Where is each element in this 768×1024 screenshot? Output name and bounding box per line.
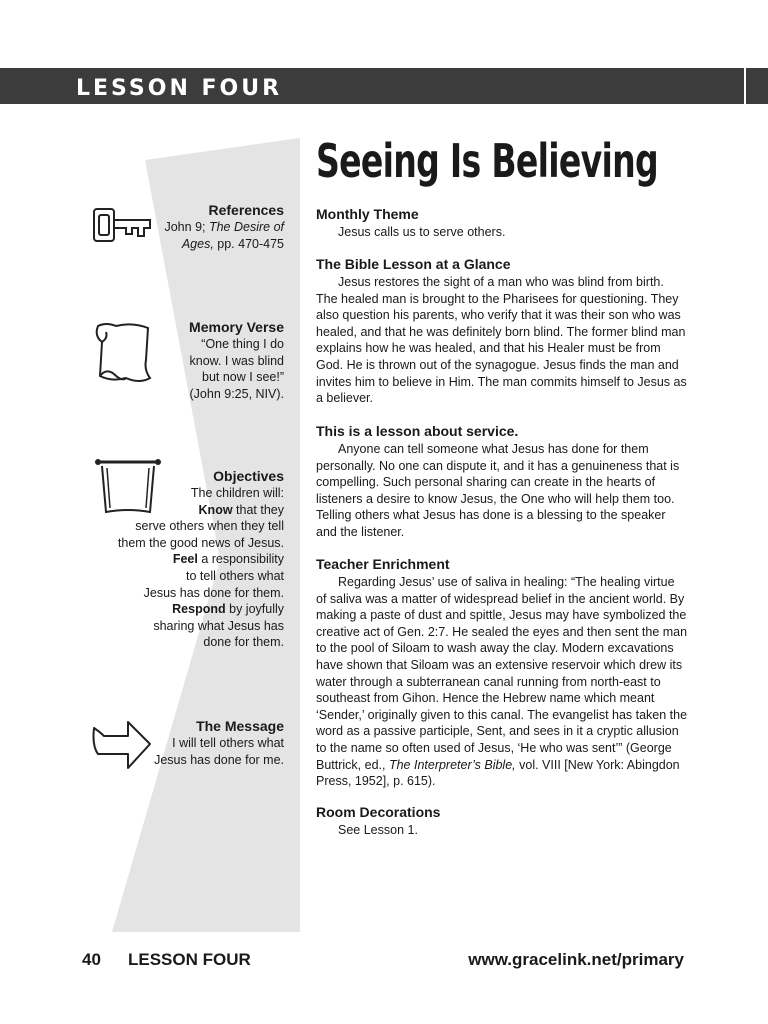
references-block xyxy=(164,201,284,252)
service-body: Anyone can tell someone what Jesus has done for them personally. No one can dispute it, and it has a genuineness that is compelling. Such personal sharing can create in the hearts of listeners a desire to know Jesus, the One who will help them too. Telling others what Jesus has done is a blessing to the speaker and the listener. xyxy=(316,442,680,539)
header-divider xyxy=(744,68,746,104)
references-line-1 xyxy=(164,219,284,236)
monthly-theme-heading: Monthly Theme xyxy=(316,206,419,222)
footer-url[interactable]: www.gracelink.net/primary xyxy=(468,950,684,969)
memory-verse-line: but now I see!” xyxy=(202,370,284,385)
scroll-icon xyxy=(92,320,156,386)
objective-respond-text: by joyfully xyxy=(225,602,284,617)
references-text: John 9; xyxy=(164,220,209,234)
header-bar xyxy=(0,68,768,104)
memory-verse-block xyxy=(189,318,284,402)
message-line: I will tell others what xyxy=(172,736,284,750)
service-section xyxy=(316,422,688,541)
objectives-heading: Objectives xyxy=(213,468,284,484)
enrichment-heading: Teacher Enrichment xyxy=(316,556,450,572)
objective-know xyxy=(118,502,284,519)
page-title: Seeing Is Believing xyxy=(316,134,658,188)
room-decorations-heading: Room Decorations xyxy=(316,804,441,820)
monthly-theme-section xyxy=(316,205,688,241)
memory-verse-line: “One thing I do xyxy=(201,337,284,351)
objective-respond-cont: sharing what Jesus has xyxy=(153,618,284,633)
objective-feel-text: a responsibility xyxy=(197,552,284,567)
objective-feel-cont: to tell others what xyxy=(186,568,284,583)
enrichment-text: Regarding Jesus’ use of saliva in healing: “The healing virtue of saliva was a matter of widespread belief in the ancient world. By making a paste of dust and spittle, Jesus may have symbolized the creative act of Gen. 2:7. He sealed the eyes and then sent the man to the pool of Siloam to wash away the clay. Modern excavations have shown that Siloam was an extensive reservoir which drew its water through a subterranean canal running from north-east to southeast from Gihon. Hence the Hebrew name which meant ‘Sender,’ originally given to this canal. The evangelist has taken the word as a passive participle, Sent, and sees in it a cryptic allusion to the name so often used of Jesus, ‘He who was sent’” (George Buttrick, ed., xyxy=(316,575,688,772)
message-block xyxy=(154,717,284,768)
objectives-block xyxy=(118,467,284,651)
header-lesson-label: LESSON FOUR xyxy=(76,76,283,101)
message-line: Jesus has done for me. xyxy=(154,752,284,767)
memory-verse-line: know. I was blind xyxy=(189,353,284,368)
objective-know-text: that they xyxy=(232,502,284,517)
references-book-title: The Desire of xyxy=(208,220,284,234)
objectives-intro: The children will: xyxy=(190,486,284,500)
enrichment-body xyxy=(316,574,688,790)
enrichment-citation: vol. VIII [New York: Abingdon Press, 1952], p. 615). xyxy=(316,757,680,789)
references-heading: References xyxy=(208,202,284,218)
enrichment-section xyxy=(316,555,688,790)
objective-respond xyxy=(118,601,284,618)
arrow-right-icon xyxy=(90,718,154,772)
service-heading: This is a lesson about service. xyxy=(316,423,519,439)
monthly-theme-body: Jesus calls us to serve others. xyxy=(338,225,506,239)
objective-feel xyxy=(118,551,284,568)
references-pages: pp. 470-475 xyxy=(213,236,284,251)
references-book-title-cont: Ages, xyxy=(181,236,214,251)
glance-heading: The Bible Lesson at a Glance xyxy=(316,256,511,272)
objective-feel-label: Feel xyxy=(172,552,198,567)
glance-section xyxy=(316,255,688,407)
references-line-2 xyxy=(164,236,284,253)
objective-know-cont: serve others when they tell xyxy=(135,519,284,534)
key-icon xyxy=(92,206,154,244)
room-decorations-section xyxy=(316,803,688,839)
memory-verse-line: (John 9:25, NIV). xyxy=(189,386,284,401)
objective-know-label: Know xyxy=(198,502,233,517)
message-heading: The Message xyxy=(196,718,284,734)
objective-feel-cont: Jesus has done for them. xyxy=(143,585,284,600)
enrichment-book-title: The Interpreter’s Bible, xyxy=(388,757,516,772)
memory-verse-heading: Memory Verse xyxy=(189,319,284,335)
footer-lesson-label: LESSON FOUR xyxy=(128,950,251,969)
glance-body: Jesus restores the sight of a man who was blind from birth. The healed man is brought to the Pharisees for questioning. They also question his parents, who verify that it was their son who was healed, and that he was definitely born blind. The former blind man explains how he was healed, and that his Healer must be from God. He is thrown out of the synagogue. Jesus finds the man and invites him to believe in Him. The man commits himself to Jesus as a believer. xyxy=(316,275,687,406)
room-decorations-body: See Lesson 1. xyxy=(338,823,418,837)
objective-respond-label: Respond xyxy=(172,602,226,617)
footer-page-number: 40 xyxy=(82,950,101,969)
objective-know-cont: them the good news of Jesus. xyxy=(117,535,284,550)
objective-respond-cont: done for them. xyxy=(203,635,284,650)
